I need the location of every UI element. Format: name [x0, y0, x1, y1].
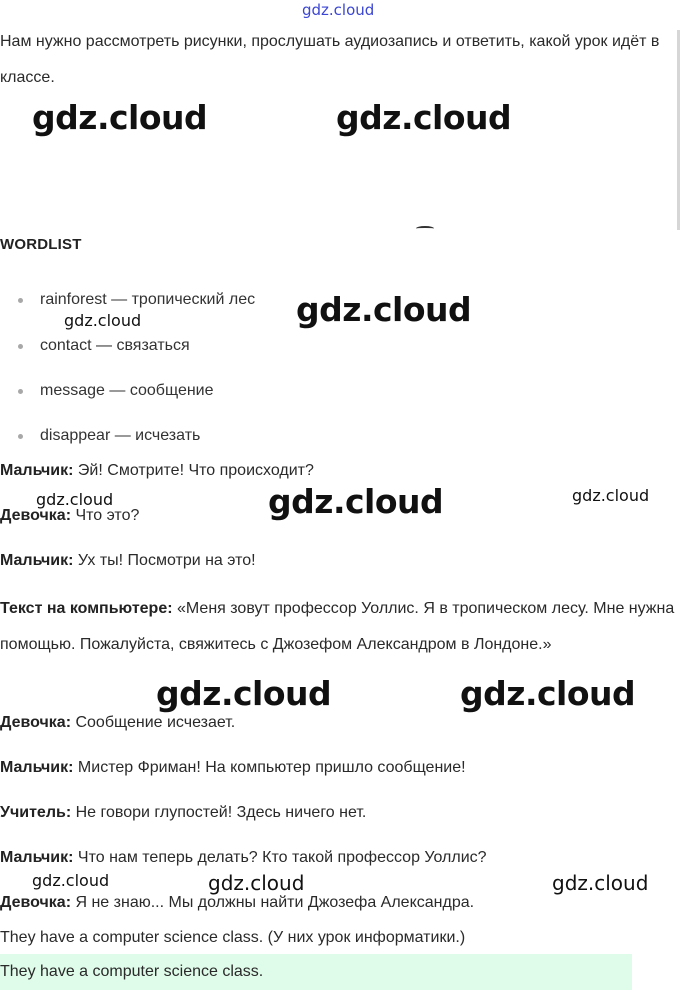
- watermark: gdz.cloud: [572, 486, 650, 505]
- dialogue-line: Мальчик: Мистер Фриман! На компьютер пришло сообщение!: [0, 759, 466, 776]
- dialogue-line: Учитель: Не говори глупостей! Здесь ничего нет.: [0, 804, 367, 821]
- dialogue-line: Девочка: Я не знаю... Мы должны найти Джозефа Александра.: [0, 894, 475, 911]
- dialogue-line: Мальчик: Эй! Смотрите! Что происходит?: [0, 462, 314, 479]
- watermark: gdz.cloud: [552, 871, 649, 895]
- list-item: contact — связаться: [40, 337, 190, 354]
- bullet: [18, 389, 23, 394]
- bullet: [18, 298, 23, 303]
- intro-text: Нам нужно рассмотреть рисунки, прослушать аудиозапись и ответить, какой урок идёт в классе.: [0, 33, 660, 86]
- watermark: gdz.cloud: [296, 290, 472, 329]
- list-item: disappear — исчезать: [40, 427, 201, 444]
- watermark: gdz.cloud: [32, 98, 208, 137]
- dialogue-line: Девочка: Что это?: [0, 507, 140, 524]
- decorative-mark: [416, 226, 434, 231]
- wordlist-title: WORDLIST: [0, 236, 82, 253]
- watermark: gdz.cloud: [336, 98, 512, 137]
- bullet: [18, 344, 23, 349]
- list-item: rainforest — тропический лес: [40, 291, 256, 308]
- watermark: gdz.cloud: [302, 1, 375, 19]
- watermark: gdz.cloud: [156, 674, 332, 713]
- dialogue-line: Мальчик: Что нам теперь делать? Кто такой профессор Уоллис?: [0, 849, 487, 866]
- bullet: [18, 434, 23, 439]
- watermark: gdz.cloud: [460, 674, 636, 713]
- watermark: gdz.cloud: [32, 871, 110, 890]
- translation-line: They have a computer science class. (У них урок информатики.): [0, 929, 466, 946]
- watermark: gdz.cloud: [64, 311, 142, 330]
- list-item: message — сообщение: [40, 382, 214, 399]
- watermark: gdz.cloud: [208, 871, 305, 895]
- watermark: gdz.cloud: [268, 482, 444, 521]
- dialogue-line: Текст на компьютере: «Меня зовут профессор Уоллис. Я в тропическом лесу. Мне нужна помощью. Пожалуйста, свяжитесь с Джозефом Александром в Лондоне.»: [0, 600, 675, 653]
- watermark: gdz.cloud: [36, 490, 114, 509]
- dialogue-line: Мальчик: Ух ты! Посмотри на это!: [0, 552, 256, 569]
- dialogue-line: Девочка: Сообщение исчезает.: [0, 714, 236, 731]
- answer-text: They have a computer science class.: [0, 963, 264, 980]
